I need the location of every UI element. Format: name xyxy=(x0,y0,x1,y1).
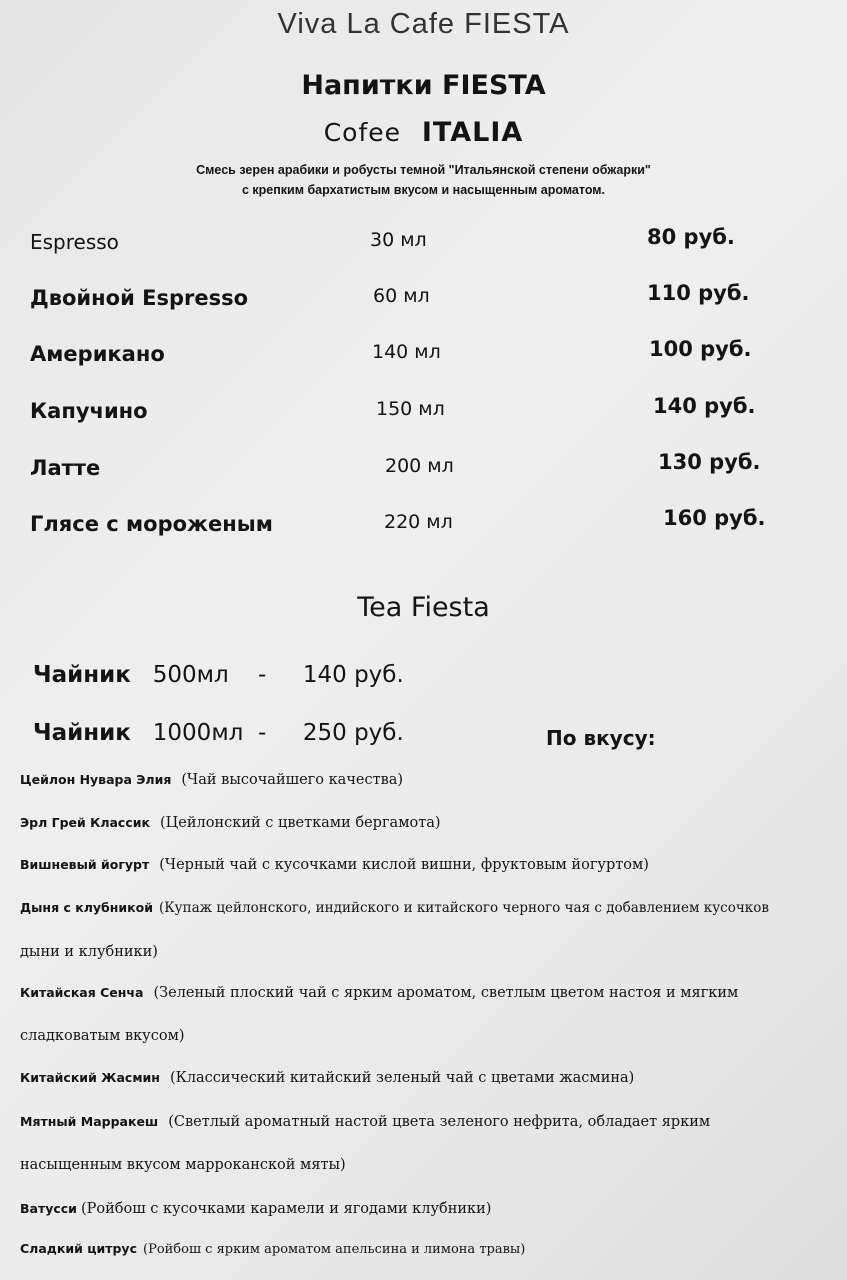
coffee-volume: 60 мл xyxy=(373,285,430,307)
list-item xyxy=(20,985,738,1001)
teapot-price: 250 руб. xyxy=(302,720,404,746)
teapot-row xyxy=(33,662,404,688)
list-item xyxy=(20,1201,491,1217)
teapot-volume: 500мл xyxy=(152,662,229,688)
tea-description: (Светлый ароматный настой цвета зеленого нефрита, обладает ярким xyxy=(168,1114,711,1130)
coffee-title xyxy=(0,117,847,148)
tea-name: Цейлон Нувара Элия xyxy=(20,772,172,787)
tea-name: Вишневый йогурт xyxy=(20,857,150,872)
tea-name: Эрл Грей Классик xyxy=(20,815,150,830)
taste-label: По вкусу: xyxy=(546,726,656,750)
tea-description: (Цейлонский с цветками бергамота) xyxy=(160,815,441,831)
teapot-row xyxy=(33,720,404,746)
coffee-name: Глясе с мороженым xyxy=(30,512,273,536)
tea-description-continued: насыщенным вкусом марроканской мяты) xyxy=(20,1157,346,1173)
tea-name: Дыня с клубникой xyxy=(20,900,153,915)
blend-description-line2: с крепким бархатистым вкусом и насыщенным ароматом. xyxy=(241,183,606,197)
teapot-price: 140 руб. xyxy=(302,662,404,688)
tea-description: (Черный чай с кусочками кислой вишни, фруктовым йогуртом) xyxy=(159,857,649,873)
tea-description: (Купаж цейлонского, индийского и китайского черного чая с добавлением кусочков xyxy=(158,900,769,916)
coffee-volume: 30 мл xyxy=(370,229,427,251)
coffee-volume: 220 мл xyxy=(384,511,453,533)
coffee-volume: 200 мл xyxy=(385,455,454,477)
tea-title: Tea Fiesta xyxy=(357,592,490,623)
blend-description-line1: Смесь зерен арабики и робусты темной "Итальянской степени обжарки" xyxy=(196,163,651,177)
teapot-label: Чайник xyxy=(33,662,131,688)
list-item xyxy=(20,900,769,916)
tea-description: (Классический китайский зеленый чай с цветами жасмина) xyxy=(169,1070,635,1086)
coffee-name: Латте xyxy=(30,456,101,480)
drinks-title: Напитки FIESTA xyxy=(301,70,546,101)
list-item xyxy=(20,772,403,788)
tea-description: (Зеленый плоский чай с ярким ароматом, светлым цветом настоя и мягким xyxy=(153,985,739,1001)
coffee-volume: 150 мл xyxy=(376,398,445,420)
tea-name: Мятный Марракеш xyxy=(20,1114,159,1129)
teapot-dash: - xyxy=(258,720,267,746)
coffee-title-first: Cofee xyxy=(323,118,402,147)
coffee-price: 100 руб. xyxy=(649,337,752,361)
teapot-dash: - xyxy=(257,662,267,688)
tea-name: Китайская Сенча xyxy=(20,985,144,1000)
coffee-price: 80 руб. xyxy=(647,225,735,249)
coffee-price: 160 руб. xyxy=(663,506,766,530)
tea-description: (Чай высочайшего качества) xyxy=(181,772,404,788)
coffee-name: Капучино xyxy=(30,399,148,423)
coffee-title-second: ITALIA xyxy=(421,117,524,148)
cafe-name: Viva La Cafe FIESTA xyxy=(277,8,570,40)
tea-description: (Ройбош с кусочками карамели и ягодами клубники) xyxy=(80,1201,492,1217)
list-item xyxy=(20,1114,710,1130)
tea-name: Ватусси xyxy=(20,1201,77,1216)
list-item xyxy=(20,815,441,831)
list-item xyxy=(20,1070,634,1086)
coffee-volume: 140 мл xyxy=(372,341,441,363)
tea-description: (Ройбош с ярким ароматом апельсина и лимона травы) xyxy=(143,1242,526,1257)
coffee-price: 140 руб. xyxy=(653,394,756,418)
teapot-volume: 1000мл xyxy=(152,720,244,746)
list-item xyxy=(20,1241,525,1257)
list-item xyxy=(20,857,649,873)
coffee-name: Espresso xyxy=(30,230,119,254)
coffee-price: 130 руб. xyxy=(658,450,761,474)
coffee-name: Американо xyxy=(30,342,165,366)
teapot-label: Чайник xyxy=(33,720,131,746)
tea-description-continued: сладковатым вкусом) xyxy=(20,1028,185,1044)
coffee-name: Двойной Espresso xyxy=(30,286,248,310)
tea-name: Сладкий цитрус xyxy=(20,1241,137,1256)
tea-name: Китайский Жасмин xyxy=(20,1070,160,1085)
coffee-price: 110 руб. xyxy=(647,281,750,305)
tea-description-continued: дыни и клубники) xyxy=(20,944,158,960)
